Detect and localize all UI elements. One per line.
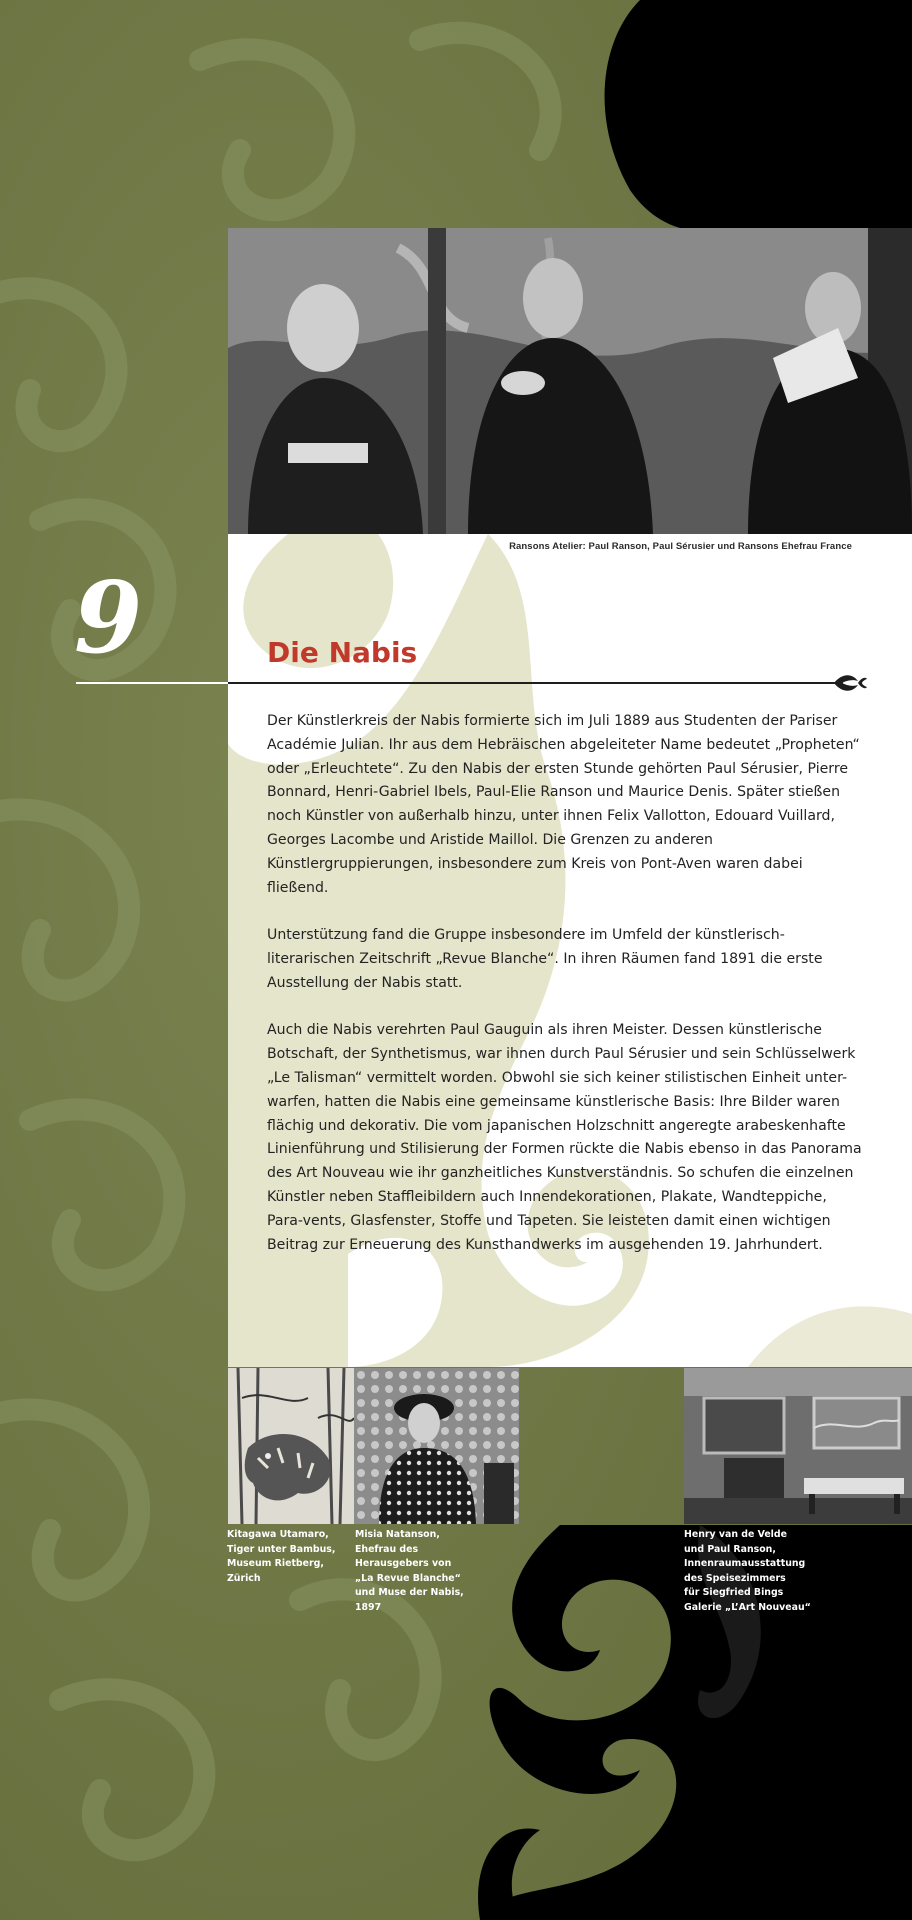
thumbnail-caption-misia: Misia Natanson, Ehefrau des Herausgebers von „La Revue Blanche“ und Muse der Nabis, 1897 [355,1529,464,1613]
rule-right [228,682,843,684]
paragraph: Unterstützung fand die Gruppe insbesondere im Umfeld der künstlerisch-literarischen Zeitschrift „Revue Blanche“. In ihren Räumen fand 1891 die erste Ausstellung der Nabis statt. [267,927,823,991]
paragraph: Der Künstlerkreis der Nabis formierte sich im Juli 1889 aus Studenten der Pariser Académie Julian. Ihr aus dem Hebräischen abgeleiteter Name bedeutet „Propheten“ oder „Erleuchtete“. Zu den Nabis der ersten Stunde gehörten Paul Sérusier, Pierre Bonnard, Henri-Gabriel Ibels, Paul-Elie Ranson und Maurice Denis. Später stießen noch Künstler von außerhalb hinzu, unter ihnen Felix Vallotton, Edouard Vuillard, Georges Lacombe und Aristide Maillol. Die Grenzen zu anderen Künstlergruppierungen, insbesondere zum Kreis von Pont-Aven waren dabei fließend. [267,713,860,896]
page-title: Die Nabis [267,636,418,669]
rule-left [76,682,228,684]
fleuron-icon [832,669,868,697]
photo-caption: Ransons Atelier: Paul Ranson, Paul Sérusier und Ransons Ehefrau France [509,541,852,552]
chapter-number: 9 [74,561,143,676]
dining-room-thumbnail [684,1368,912,1524]
body-text [267,710,862,1281]
misia-natanson-thumbnail [354,1368,519,1524]
atelier-photo [228,228,912,534]
tiger-woodcut-thumbnail [228,1368,354,1524]
thumbnail-caption-tiger: Kitagawa Utamaro, Tiger unter Bambus, Museum Rietberg, Zürich [227,1529,336,1584]
paragraph: Auch die Nabis verehrten Paul Gauguin als ihren Meister. Dessen künstlerische Botschaft, der Synthetismus, war ihnen durch Paul Sérusier und sein Schlüsselwerk „Le Talisman“ vermittelt worden. Obwohl sie sich keiner stilistischen Einheit unter-warfen, hatten die Nabis eine gemeinsame künstlerische Basis: Ihre Bilder waren flächig und dekorativ. Die vom japanischen Holzschnitt angeregte arabeskenhafte Linienführung und Stilisierung der Formen rückte die Nabis ebenso in das Panorama des Art Nouveau wie ihr ganzheitliches Kunstverständnis. So schufen die einzelnen Künstler neben Staffleibildern auch Innendekorationen, Plakate, Wandteppiche, Para-vents, Glasfenster, Stoffe und Tapeten. Sie leisteten damit einen wichtigen Beitrag zur Erneuerung des Kunsthandwerks im ausgehenden 19. Jahrhundert. [267,1022,862,1253]
thumbnail-caption-room: Henry van de Velde und Paul Ranson, Innenraumausstattung des Speisezimmers für Siegfried Bings Galerie „L’Art Nouveau“ [684,1529,811,1613]
